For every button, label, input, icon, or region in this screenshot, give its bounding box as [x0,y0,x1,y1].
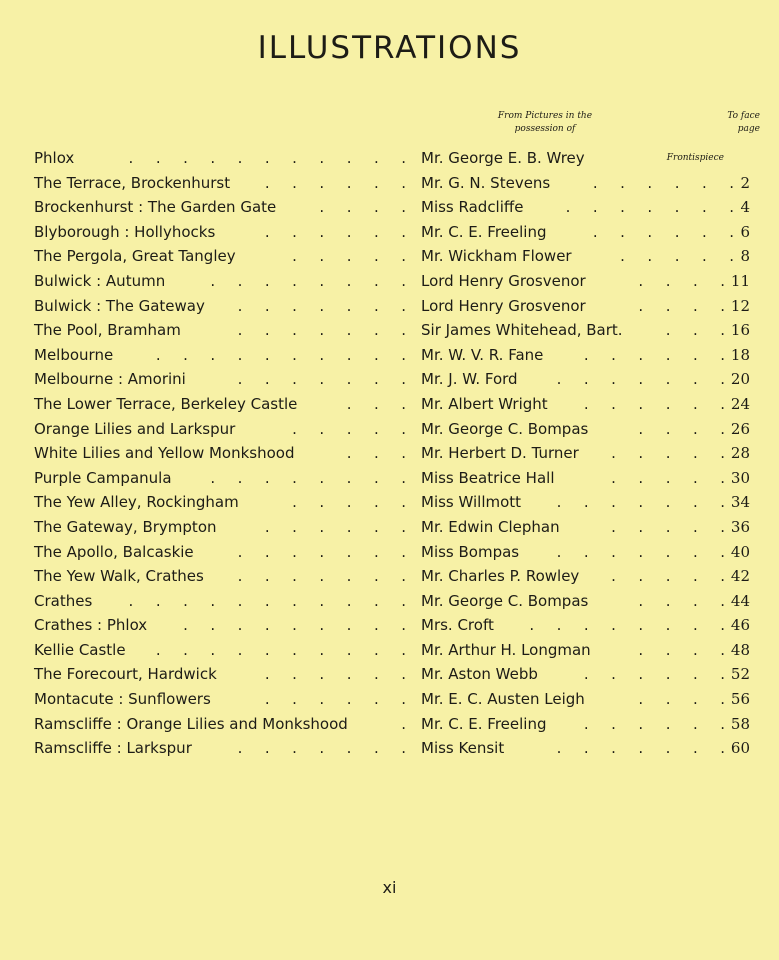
leader-dots: . . . . . . . [565,198,734,217]
leader-dots: . . . . . [611,517,725,536]
illustration-title: Montacute : Sunflowers [34,690,211,709]
illustrations-list [34,146,754,761]
leader-dots: . . . . . . [583,665,725,684]
facing-page-number: 30 [730,468,750,487]
list-item [34,540,754,565]
list-item [34,712,754,737]
leader-dots: . . . . . . [592,173,734,192]
list-item [34,613,754,638]
leader-dots: . . . . . . . . . . [155,345,406,364]
facing-page-number: 8 [740,247,750,266]
illustration-title: Kellie Castle [34,640,126,659]
leader-dots: . . . . [638,271,725,290]
leader-dots: . . . . . . . . . . . [128,149,406,167]
facing-page-number: 20 [730,370,750,389]
list-item [34,441,754,466]
facing-page-number: 11 [730,271,750,290]
list-item [34,244,754,269]
leader-dots: . . . . . . . . . . [155,640,406,659]
illustration-title: The Pergola, Great Tangley [34,247,236,266]
leader-dots: . . . . . [611,567,725,586]
leader-dots: . . . . . . [264,222,406,241]
leader-dots: . . . . . . . [237,542,406,561]
leader-dots: . . . . . [611,444,725,463]
list-item [34,490,754,515]
leader-dots: . . . . . . [264,517,406,536]
facing-page-number: 48 [730,640,750,659]
illustration-title: Bulwick : Autumn [34,271,166,290]
list-item [34,269,754,294]
list-item [34,367,754,392]
leader-dots: . . . . [638,640,725,659]
picture-owner: Mrs. Croft [421,616,494,635]
owner-header-line-1: From Pictures in the [497,111,593,121]
facing-page-number: 34 [730,493,750,512]
illustration-title: The Yew Walk, Crathes [34,567,204,586]
picture-owner: Miss Beatrice Hall [421,468,555,487]
picture-owner: Mr. Aston Webb [421,665,538,684]
facing-page-number: 16 [730,321,750,340]
illustration-title: Melbourne : Amorini [34,370,186,389]
leader-dots: . . . . . . . [237,296,406,315]
list-item [34,564,754,589]
leader-dots: . [401,714,406,733]
list-item [34,318,754,343]
illustration-title: The Terrace, Brockenhurst [34,173,231,192]
leader-dots: . . . [346,444,406,463]
facing-page-number: 60 [730,739,750,758]
list-item [34,294,754,319]
page-header-line-1: To face [727,111,760,121]
list-item [34,417,754,442]
leader-dots: . . . . . . . . [210,271,406,290]
picture-owner: Lord Henry Grosvenor [421,271,586,290]
facing-page-number: Frontispiece [666,153,724,163]
leader-dots: . . . . . . . . [529,616,725,635]
facing-page-number: 24 [730,394,750,413]
illustration-title: The Pool, Bramham [34,321,181,340]
illustration-title: The Yew Alley, Rockingham [34,493,239,512]
leader-dots: . . . . . . . [556,370,725,389]
leader-dots: . . . . . . [264,690,406,709]
illustration-title: Blyborough : Hollyhocks [34,222,216,241]
picture-owner: Mr. Edwin Clephan [421,517,560,536]
picture-owner: Mr. Wickham Flower [421,247,572,266]
list-item [34,638,754,663]
illustration-title: Phlox [34,149,75,167]
picture-owner: Miss Radcliffe [421,198,524,217]
leader-dots: . . . . . . . . [210,468,406,487]
facing-page-number: 56 [730,690,750,709]
facing-page-number: 28 [730,444,750,463]
picture-owner: Mr. J. W. Ford [421,370,518,389]
leader-dots: . . . . . . . . . . . [128,591,406,610]
leader-dots: . . . . . [611,468,725,487]
picture-owner: Sir James Whitehead, Bart. [421,321,623,340]
picture-owner: Mr. Arthur H. Longman [421,640,591,659]
list-item [34,662,754,687]
picture-owner: Miss Bompas [421,542,520,561]
leader-dots: . . . . . . . [237,321,406,340]
illustration-title: Melbourne [34,345,114,364]
leader-dots: . . . . . . [264,665,406,684]
leader-dots: . . . . . [292,493,406,512]
list-item [34,195,754,220]
owner-header-line-2: possession of [514,124,576,134]
illustration-title: The Lower Terrace, Berkeley Castle [34,394,298,413]
picture-owner: Mr. George C. Bompas [421,419,589,438]
facing-page-number: 40 [730,542,750,561]
facing-page-number: 52 [730,665,750,684]
picture-owner: Lord Henry Grosvenor [421,296,586,315]
page-header-line-2: page [737,124,760,134]
picture-owner: Miss Kensit [421,739,505,758]
illustration-title: Ramscliffe : Larkspur [34,739,192,758]
list-item [34,343,754,368]
facing-page-number: 26 [730,419,750,438]
illustration-title: Brockenhurst : The Garden Gate [34,198,277,217]
illustration-title: White Lilies and Yellow Monkshood [34,444,295,463]
leader-dots: . . . . . . [583,714,725,733]
picture-owner: Mr. Herbert D. Turner [421,444,579,463]
picture-owner: Mr. G. N. Stevens [421,173,551,192]
list-item [34,687,754,712]
list-item [34,392,754,417]
leader-dots: . . . . . [620,247,734,266]
leader-dots: . . . . . . . . . [183,616,406,635]
picture-owner: Mr. Charles P. Rowley [421,567,580,586]
illustration-title: Purple Campanula [34,468,172,487]
facing-page-number: 18 [730,345,750,364]
leader-dots: . . . [346,394,406,413]
list-item [34,146,754,171]
list-item [34,589,754,614]
picture-owner: Mr. Albert Wright [421,394,548,413]
leader-dots: . . . . [638,690,725,709]
facing-page-number: 12 [730,296,750,315]
leader-dots: . . . . . . [583,394,725,413]
facing-page-number: 6 [740,222,750,241]
leader-dots: . . . . [319,198,406,217]
picture-owner: Mr. C. E. Freeling [421,714,547,733]
picture-owner: Miss Willmott [421,493,522,512]
leader-dots: . . . . . [292,247,406,266]
list-item [34,466,754,491]
picture-owner: Mr. George E. B. Wrey [421,149,585,167]
illustration-title: Crathes [34,591,93,610]
leader-dots: . . . . . . . [237,567,406,586]
leader-dots: . . . . . . [583,345,725,364]
illustration-title: Orange Lilies and Larkspur [34,419,236,438]
facing-page-number: 42 [730,567,750,586]
leader-dots: . . . . [638,419,725,438]
leader-dots: . . . . . . [264,173,406,192]
facing-page-number: 4 [740,198,750,217]
facing-page-number: 46 [730,616,750,635]
leader-dots: . . . . . . . [556,739,725,758]
illustration-title: Bulwick : The Gateway [34,296,205,315]
illustration-title: Ramscliffe : Orange Lilies and Monkshood [34,714,348,733]
picture-owner: Mr. E. C. Austen Leigh [421,690,585,709]
picture-owner: Mr. C. E. Freeling [421,222,547,241]
page-title: ILLUSTRATIONS [257,30,522,66]
picture-owner: Mr. W. V. R. Fane [421,345,544,364]
list-item [34,736,754,761]
facing-page-number: 36 [730,517,750,536]
illustration-title: The Gateway, Brympton [34,517,217,536]
list-item [34,515,754,540]
leader-dots: . . . . . [292,419,406,438]
leader-dots: . . . . . . . [237,370,406,389]
illustration-title: The Apollo, Balcaskie [34,542,194,561]
leader-dots: . . . . [638,296,725,315]
owner-column-header [470,110,620,136]
list-item [34,171,754,196]
facing-page-number: 58 [730,714,750,733]
leader-dots: . . . [665,321,725,340]
illustration-title: Crathes : Phlox [34,616,148,635]
list-item [34,220,754,245]
page-number: xi [382,878,397,897]
facing-page-number: 44 [730,591,750,610]
page-column-header [715,110,760,136]
leader-dots: . . . . . . . [556,542,725,561]
picture-owner: Mr. George C. Bompas [421,591,589,610]
illustration-title: The Forecourt, Hardwick [34,665,217,684]
leader-dots: . . . . . . . [556,493,725,512]
leader-dots: . . . . [638,591,725,610]
leader-dots: . . . . . . . [237,739,406,758]
leader-dots: . . . . . . [592,222,734,241]
facing-page-number: 2 [740,173,750,192]
